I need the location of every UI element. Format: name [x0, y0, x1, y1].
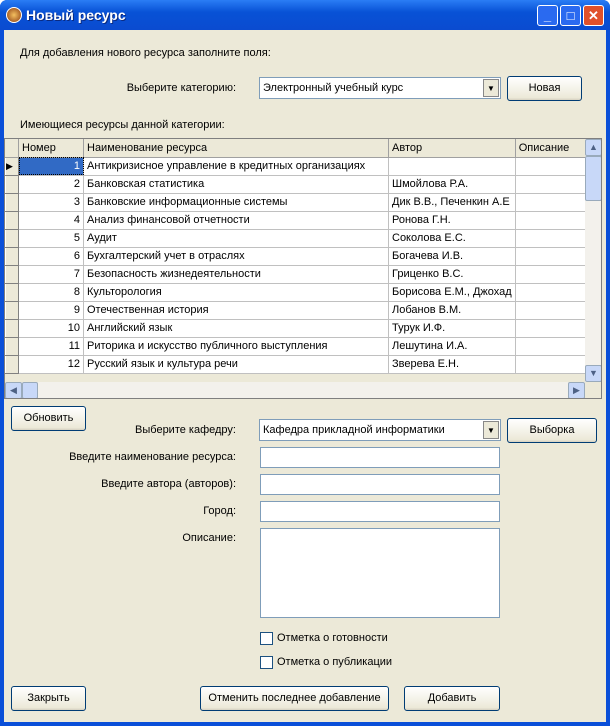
table-row[interactable] [6, 337, 591, 355]
cell-author[interactable]: Лешутина И.А. [389, 337, 516, 355]
cell-description[interactable] [515, 247, 590, 265]
col-number[interactable]: Номер [19, 139, 84, 157]
chevron-down-icon[interactable]: ▼ [483, 421, 499, 439]
resource-name-input[interactable] [260, 447, 500, 468]
cell-author[interactable] [389, 157, 516, 175]
published-checkbox[interactable] [260, 656, 273, 669]
cell-author[interactable]: Соколова Е.С. [389, 229, 516, 247]
cell-number[interactable]: 4 [19, 211, 84, 229]
col-author[interactable]: Автор [389, 139, 516, 157]
table-row[interactable] [6, 355, 591, 373]
category-select[interactable] [259, 77, 501, 99]
description-label: Описание: [182, 532, 236, 544]
scroll-up-icon[interactable]: ▲ [585, 139, 602, 156]
title-bar[interactable] [0, 0, 610, 30]
row-indicator[interactable] [6, 301, 19, 319]
published-label[interactable]: Отметка о публикации [277, 656, 393, 668]
table-row[interactable] [6, 211, 591, 229]
cell-author[interactable]: Шмойлова Р.А. [389, 175, 516, 193]
cell-author[interactable]: Дик В.В., Печенкин А.Е [389, 193, 516, 211]
row-indicator[interactable] [6, 211, 19, 229]
cell-author[interactable]: Зверева Е.Н. [389, 355, 516, 373]
cell-name[interactable]: Антикризисное управление в кредитных организациях [84, 157, 389, 175]
cell-name[interactable]: Безопасность жизнедеятельности [84, 265, 389, 283]
department-value: Кафедра прикладной информатики [263, 424, 445, 436]
col-name[interactable]: Наименование ресурса [84, 139, 389, 157]
cell-number[interactable]: 10 [19, 319, 84, 337]
category-label: Выберите категорию: [126, 82, 236, 94]
cell-description[interactable] [515, 355, 590, 373]
cell-name[interactable]: Бухгалтерский учет в отраслях [84, 247, 389, 265]
cell-author[interactable]: Гриценко В.С. [389, 265, 516, 283]
cell-author[interactable]: Богачева И.В. [389, 247, 516, 265]
add-button[interactable]: Добавить [404, 686, 500, 711]
cell-name[interactable]: Русский язык и культура речи [84, 355, 389, 373]
table-row[interactable] [6, 175, 591, 193]
cell-name[interactable]: Банковские информационные системы [84, 193, 389, 211]
cell-description[interactable] [515, 211, 590, 229]
row-indicator[interactable] [6, 175, 19, 193]
intro-label: Для добавления нового ресурса заполните поля: [20, 47, 271, 59]
refresh-button[interactable]: Обновить [11, 406, 86, 431]
cell-name[interactable]: Английский язык [84, 319, 389, 337]
cell-description[interactable] [515, 301, 590, 319]
cell-name[interactable]: Отечественная история [84, 301, 389, 319]
cell-number[interactable]: 1 [19, 157, 84, 175]
cell-description[interactable] [515, 265, 590, 283]
row-indicator[interactable] [6, 229, 19, 247]
table-row[interactable] [6, 247, 591, 265]
table-row[interactable] [6, 229, 591, 247]
cell-number[interactable]: 9 [19, 301, 84, 319]
city-label: Город: [203, 505, 236, 517]
cell-description[interactable] [515, 283, 590, 301]
table-row[interactable] [6, 265, 591, 283]
row-indicator[interactable] [6, 337, 19, 355]
minimize-button[interactable]: _ [537, 5, 558, 26]
row-indicator[interactable] [6, 247, 19, 265]
cell-description[interactable] [515, 157, 590, 175]
chevron-down-icon[interactable]: ▼ [483, 79, 499, 97]
cell-author[interactable]: Борисова Е.М., Джохад [389, 283, 516, 301]
cell-description[interactable] [515, 337, 590, 355]
table-row[interactable] [6, 283, 591, 301]
row-indicator[interactable] [6, 355, 19, 373]
row-indicator[interactable] [6, 283, 19, 301]
maximize-button[interactable]: □ [560, 5, 581, 26]
author-label: Введите автора (авторов): [101, 478, 236, 490]
cell-number[interactable]: 11 [19, 337, 84, 355]
cell-author[interactable]: Турук И.Ф. [389, 319, 516, 337]
cell-number[interactable]: 2 [19, 175, 84, 193]
scroll-left-icon[interactable]: ◀ [5, 382, 22, 399]
cell-description[interactable] [515, 175, 590, 193]
app-icon [6, 7, 22, 23]
cell-number[interactable]: 5 [19, 229, 84, 247]
scroll-down-icon[interactable]: ▼ [585, 365, 602, 382]
table-row[interactable] [6, 193, 591, 211]
ready-checkbox[interactable] [260, 632, 273, 645]
horizontal-scrollbar[interactable] [5, 382, 585, 399]
close-button[interactable]: Закрыть [11, 686, 86, 711]
close-window-button[interactable]: ✕ [583, 5, 604, 26]
scroll-right-icon[interactable]: ▶ [568, 382, 585, 399]
cell-author[interactable]: Лобанов В.М. [389, 301, 516, 319]
row-indicator[interactable] [6, 265, 19, 283]
resources-grid[interactable] [4, 138, 602, 399]
cell-description[interactable] [515, 193, 590, 211]
cell-number[interactable]: 6 [19, 247, 84, 265]
author-input[interactable] [260, 474, 500, 495]
cell-number[interactable]: 7 [19, 265, 84, 283]
cell-name[interactable]: Культорология [84, 283, 389, 301]
resource-name-label: Введите наименование ресурса: [69, 451, 236, 463]
description-textarea[interactable] [260, 528, 500, 618]
cell-number[interactable]: 8 [19, 283, 84, 301]
cell-name[interactable]: Анализ финансовой отчетности [84, 211, 389, 229]
category-value: Электронный учебный курс [263, 82, 404, 94]
indicator-header [6, 139, 19, 157]
ready-label[interactable]: Отметка о готовности [277, 632, 388, 644]
hscroll-thumb[interactable] [22, 382, 38, 399]
cell-description[interactable] [515, 319, 590, 337]
new-category-button[interactable]: Новая [507, 76, 582, 101]
resources-table [5, 139, 591, 374]
cell-description[interactable] [515, 229, 590, 247]
cell-name[interactable]: Аудит [84, 229, 389, 247]
table-row[interactable] [6, 301, 591, 319]
col-description[interactable]: Описание [515, 139, 590, 157]
cell-name[interactable]: Банковская статистика [84, 175, 389, 193]
header-row [6, 139, 591, 157]
cell-name[interactable]: Риторика и искусство публичного выступления [84, 337, 389, 355]
existing-label: Имеющиеся ресурсы данной категории: [20, 119, 225, 131]
row-indicator[interactable] [6, 193, 19, 211]
table-row[interactable] [6, 319, 591, 337]
table-row[interactable] [6, 157, 591, 175]
vertical-scrollbar[interactable] [585, 139, 602, 382]
city-input[interactable] [260, 501, 500, 522]
window-title: Новый ресурс [26, 7, 126, 23]
cell-number[interactable]: 12 [19, 355, 84, 373]
department-select[interactable] [259, 419, 501, 441]
undo-last-add-button[interactable]: Отменить последнее добавление [200, 686, 389, 711]
form-client [4, 30, 606, 722]
row-indicator[interactable]: ▶ [6, 157, 19, 175]
select-button[interactable]: Выборка [507, 418, 597, 443]
scroll-thumb[interactable] [585, 156, 602, 201]
cell-author[interactable]: Ронова Г.Н. [389, 211, 516, 229]
cell-number[interactable]: 3 [19, 193, 84, 211]
department-label: Выберите кафедру: [135, 424, 236, 436]
row-indicator[interactable] [6, 319, 19, 337]
